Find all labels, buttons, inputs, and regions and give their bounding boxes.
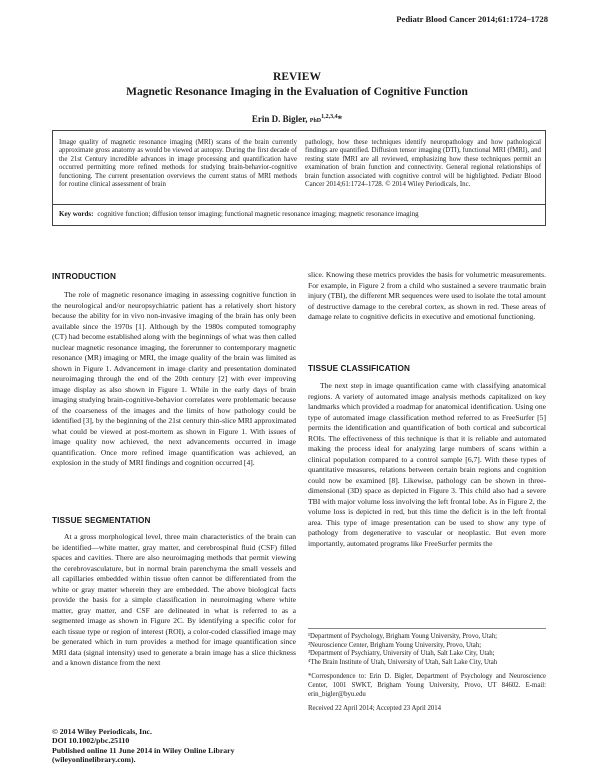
introduction-paragraph: The role of magnetic resonance imaging in assessing cognitive function in the neurological and/or neuropsychiatric patient has a relatively short history because the ability for in vivo non-invasive imaging of the brain has only been available since the 1970s [1]. Although by the 1980s computed tomography (CT) had become established along with the beginnings of what was then called nuclear magnetic resonance imaging, the forerunner to contemporary magnetic resonance (MR) imaging or MRI, the image quality of the brain was limited as shown in Figure 1. Advancement in image clarity and presentation dominated neuroimaging through the end of the 20th century [2] with ever improving image display as also shown in Figure 1. While in the early days of brain imaging studying brain-cognitive-behavior correlates were problematic because of the coarseness of the images and the limits of how pathology could be identified [3], by the beginning of the 21st century thin-slice MRI approximated what could be viewed at post-mortem as shown in Figure 1. With issues of image quality now achieved, the next advancements occurred in image quantification. Once more refined image quantification was achieved, an explosion in the study of MRI findings and cognition occurred [4]. bbox=[52, 290, 296, 467]
received-date: Received 22 April 2014; Accepted 23 April 2014 bbox=[308, 705, 442, 713]
section-type: REVIEW bbox=[273, 71, 321, 83]
author-affiliations: 1,2,3,4 bbox=[321, 114, 338, 120]
tissue-segmentation-paragraph: At a gross morphological level, three main characteristics of the brain can be identified—white matter, gray matter, and cerebrospinal fluid (CSF) filled spaces and cavities. There are also neuroimaging methods that permit viewing the cerebrovasculature, but in normal brain parenchyma the small vessels and all capillaries embedded within tissue often cannot be differentiated from the white or gray matter wherein they are embedded. The above biological facts provide the basis for a simple classification in neuroimaging where white matter, gray matter, and CSF are delineated in what is referred to as a segmented image as shown in Figure 2C. By identifying a specific color for each tissue type or region of interest (ROI), a color-coded classified image may be generated which in turn provides a method for image quantification since MRI data (signal intensity) used to generate a brain image has a slice thickness and a known distance from the next bbox=[52, 532, 296, 667]
keywords-divider bbox=[53, 204, 545, 205]
introduction-heading: INTRODUCTION bbox=[52, 272, 116, 281]
publisher-info bbox=[52, 727, 235, 764]
tissue-classification-paragraph: The next step in image quantification came with classifying anatomical regions. A variety of automated image analysis methods capitalized on key landmarks which provided a roadmap for anatomical identification. Using one type of automated image classification method referred to as FreeSurfer [5] permits the identification and quantification of both cortical and subcortical ROIs. The effectiveness of this technique is that it is reliable and automated making the process ideal for analyzing large numbers of scans within a clinical population compared to a control sample [6,7]. With these types of quantitative measures, relations between certain brain regions and cognition could now be examined [8]. Likewise, pathology can be shown in three-dimensional (3D) space as depicted in Figure 3. This child also had a severe TBI with major volume loss involving the left frontal lobe. As in Figure 2, the volume loss is depicted in red, but this time the deficit is in the left frontal area. This type of image presentation can be used to show any type of pathology from degenerative to vascular or neoplastic. But even more importantly, automated programs like FreeSurfer permits the bbox=[308, 381, 546, 548]
journal-reference: Pediatr Blood Cancer 2014;61:1724–1728 bbox=[396, 14, 548, 24]
copyright: © 2014 Wiley Periodicals, Inc. bbox=[52, 727, 152, 736]
tissue-segmentation-heading: TISSUE SEGMENTATION bbox=[52, 516, 151, 525]
tissue-classification-heading: TISSUE CLASSIFICATION bbox=[308, 364, 411, 373]
affiliation-4: ⁴The Brain Institute of Utah, University of Utah, Salt Lake City, Utah bbox=[308, 658, 498, 666]
tissue-segmentation-text bbox=[52, 532, 296, 669]
tissue-classification-text bbox=[308, 381, 546, 549]
keywords-label: Key words: bbox=[59, 210, 94, 218]
author-line bbox=[0, 114, 594, 124]
doi: DOI 10.1002/pbc.25110 bbox=[52, 736, 130, 746]
article-title: Magnetic Resonance Imaging in the Evaluation of Cognitive Function bbox=[126, 86, 468, 98]
published-online: Published online 11 June 2014 in Wiley Online Library bbox=[52, 745, 235, 755]
website: (wileyonlinelibrary.com). bbox=[52, 754, 136, 764]
correspondence: *Correspondence to: Erin D. Bigler, Department of Psychology and Neuroscience Center, 1001 SWKT, Brigham Young University, Provo, UT 84602. E-mail: erin_bigler@byu.edu bbox=[308, 673, 546, 698]
abstract-right: pathology, how these techniques identify neuropathology and how pathological findings are quantified. Diffusion tensor imaging (DTI), functional MRI (fMRI), and resting state fMRI are all reviewed, emphasizing how these techniques permit an examination of brain function and connectivity. General regional relationships of brain function associated with cognitive control will be highlighted. Pediatr Blood Cancer 2014;61:1724–1728. © 2014 Wiley Periodicals, Inc. bbox=[305, 139, 541, 189]
keywords bbox=[59, 210, 419, 218]
abstract-box bbox=[52, 130, 546, 226]
author-degree: PhD bbox=[309, 118, 322, 124]
footnote-divider bbox=[308, 628, 546, 629]
affiliation-3: ³Department of Psychiatry, University of Utah, Salt Lake City, Utah; bbox=[308, 650, 495, 658]
right-column-continuation bbox=[308, 270, 546, 323]
affiliation-2: ²Neuroscience Center, Brigham Young University, Provo, Utah; bbox=[308, 641, 482, 649]
continuation-paragraph: slice. Knowing these metrics provides the basis for volumetric measurements. For example, in Figure 2 from a child who sustained a severe traumatic brain injury (TBI), the different MR sequences were used to isolate the total amount of destructive damage to the cerebral cortex, as shown in red. These areas of damage relate to cognitive deficits in executive and emotional functioning. bbox=[308, 270, 546, 321]
author-name: Erin D. Bigler, bbox=[251, 114, 308, 124]
affiliation-1: ¹Department of Psychology, Brigham Young University, Provo, Utah; bbox=[308, 633, 498, 640]
introduction-text bbox=[52, 290, 296, 469]
author-mark: * bbox=[337, 114, 343, 124]
abstract-left: Image quality of magnetic resonance imaging (MRI) scans of the brain currently approximate gross anatomy as would be viewed at autopsy. During the first decade of the 21st Century incredible advances in image processing and quantification have occurred permitting more refined methods for studying brain-behavior-cognitive functioning. The current presentation overviews the current status of MRI methods for routine clinical assessment of brain bbox=[59, 139, 297, 189]
footnotes bbox=[308, 633, 546, 714]
keywords-text: cognitive function; diffusion tensor imaging; functional magnetic resonance imaging; magnetic resonance imaging bbox=[97, 210, 419, 218]
